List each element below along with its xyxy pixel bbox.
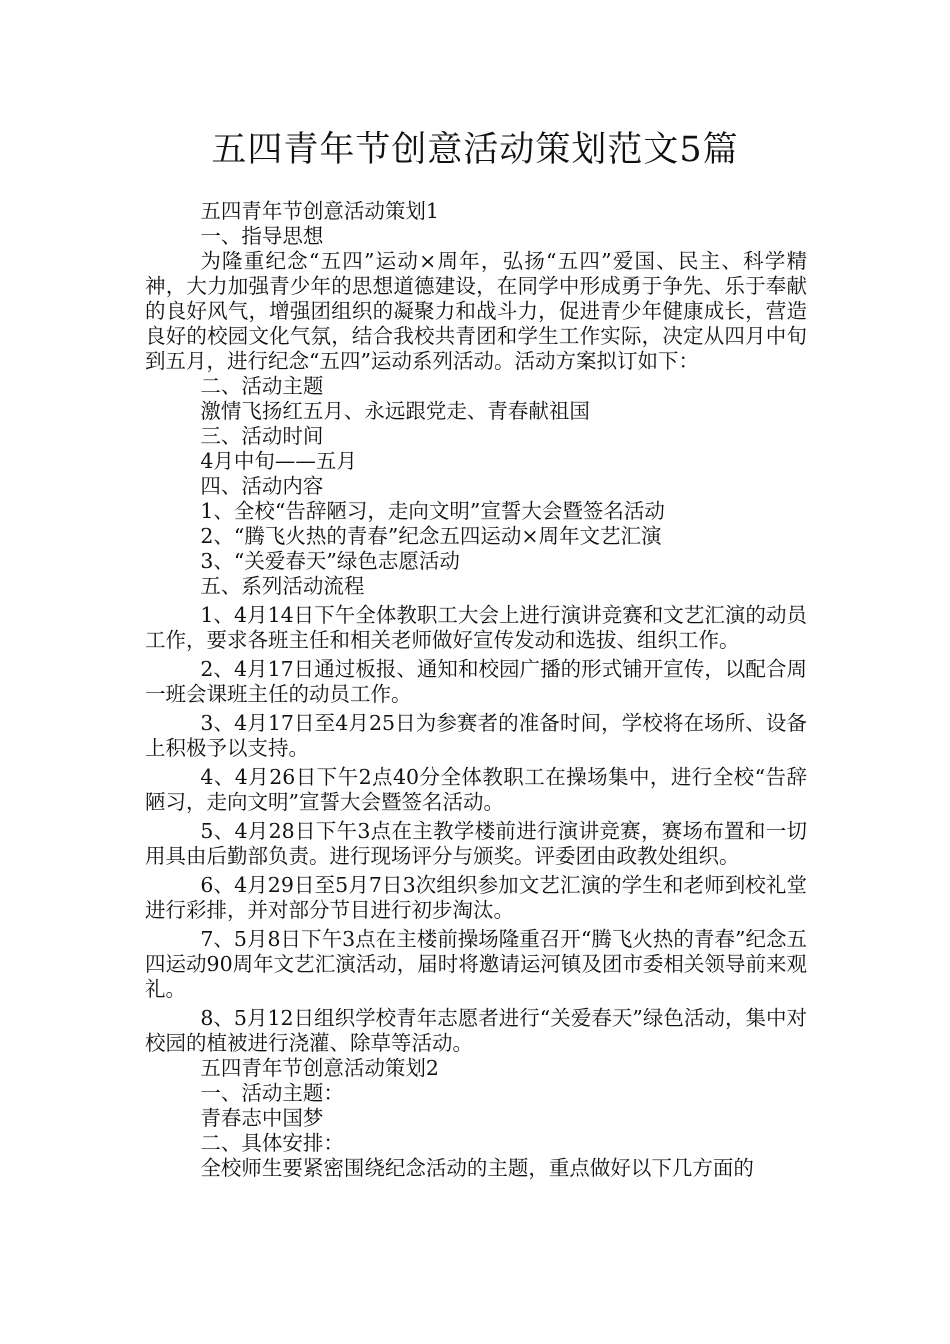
list-item: 7、5月8日下午3点在主楼前操场隆重召开“腾飞火热的青春”纪念五四运动90周年文艺汇演活动，届时将邀请运河镇及团市委相关领导前来观礼。 [145,927,807,1001]
subsection-heading: 一、活动主题： [200,1081,344,1105]
subsection-heading: 五、系列活动流程 [200,574,365,598]
list-item: 1、4月14日下午全体教职工大会上进行演讲竞赛和文艺汇演的动员工作，要求各班主任和相关老师做好宣传发动和选拔、组织工作。 [145,603,807,652]
subsection-heading: 三、活动时间 [200,424,324,448]
list-item: 3、4月17日至4月25日为参赛者的准备时间，学校将在场所、设备上积极予以支持。 [145,711,807,760]
document-body [145,199,807,1181]
list-item: 1、全校“告辞陋习，走向文明”宣誓大会暨签名活动 [200,499,665,523]
subsection-heading: 一、指导思想 [200,224,324,248]
body-paragraph: 青春志中国梦 [200,1106,324,1130]
list-item: 2、“腾飞火热的青春”纪念五四运动×周年文艺汇演 [200,524,662,548]
section-heading: 五四青年节创意活动策划1 [200,199,439,223]
body-paragraph: 4月中旬——五月 [200,449,357,473]
list-item: 2、4月17日通过板报、通知和校园广播的形式铺开宣传，以配合周一班会课班主任的动员工作。 [145,657,807,706]
list-item: 5、4月28日下午3点在主教学楼前进行演讲竞赛，赛场布置和一切用具由后勤部负责。进行现场评分与颁奖。评委团由政教处组织。 [145,819,807,868]
list-item: 4、4月26日下午2点40分全体教职工在操场集中，进行全校“告辞陋习，走向文明”宣誓大会暨签名活动。 [145,765,807,814]
section-heading: 五四青年节创意活动策划2 [200,1056,439,1080]
body-paragraph: 全校师生要紧密围绕纪念活动的主题，重点做好以下几方面的 [200,1156,754,1180]
list-item: 6、4月29日至5月7日3次组织参加文艺汇演的学生和老师到校礼堂进行彩排，并对部分节目进行初步淘汰。 [145,873,807,922]
list-item: 8、5月12日组织学校青年志愿者进行“关爱春天”绿色活动，集中对校园的植被进行浇灌、除草等活动。 [145,1006,807,1055]
subsection-heading: 二、活动主题 [200,374,324,398]
document-title: 五四青年节创意活动策划范文5篇 [211,130,739,170]
subsection-heading: 二、具体安排： [200,1131,344,1155]
list-item: 3、“关爱春天”绿色志愿活动 [200,549,460,573]
subsection-heading: 四、活动内容 [200,474,324,498]
body-paragraph: 为隆重纪念“五四”运动×周年，弘扬“五四”爱国、民主、科学精神，大力加强青少年的思想道德建设，在同学中形成勇于争先、乐于奉献的良好风气，增强团组织的凝聚力和战斗力，促进青少年健康成长，营造良好的校园文化气氛，结合我校共青团和学生工作实际，决定从四月中旬到五月，进行纪念“五四”运动系列活动。活动方案拟订如下： [145,249,807,373]
body-paragraph: 激情飞扬红五月、永远跟党走、青春献祖国 [200,399,590,423]
